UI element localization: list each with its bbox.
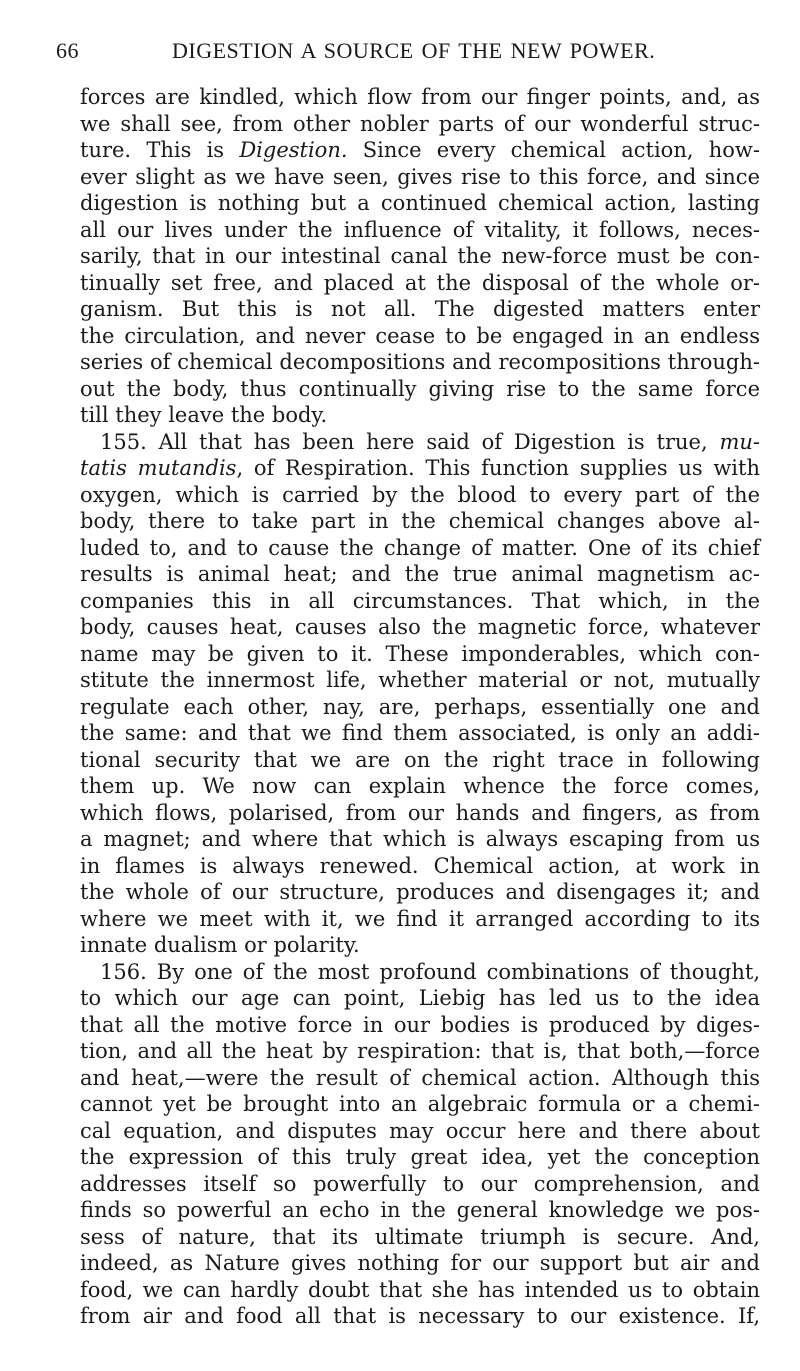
text-line: food, we can hardly doubt that she has intended us to obtain	[80, 1277, 760, 1302]
text-line: addresses itself so powerfully to our comprehension, and	[80, 1171, 760, 1196]
text-line: stitute the innermost life, whether material or not, mutually	[80, 668, 760, 692]
text-line: a magnet; and where that which is always escaping from us	[80, 827, 760, 851]
text-line: body, causes heat, causes also the magnetic force, whatever	[80, 615, 760, 639]
paragraph-155-start: 155. All that has been here said of Digestion is true, mu-	[100, 429, 760, 454]
text-line: oxygen, which is carried by the blood to every part of the	[80, 482, 760, 507]
text-line: results is animal heat; and the true animal magnetism ac-	[80, 562, 760, 586]
text-line: to which our age can point, Liebig has led us to the idea	[80, 986, 760, 1010]
text-line: digestion is nothing but a continued chemical action, lasting	[80, 191, 760, 215]
running-title: DIGESTION A SOURCE OF THE NEW POWER.	[172, 38, 656, 63]
text-line: tatis mutandis, of Respiration. This function supplies us with	[80, 456, 760, 480]
text-line: the same: and that we find them associated, is only an addi-	[80, 721, 760, 745]
text-line: innate dualism or polarity.	[80, 933, 360, 957]
text-line: ture. This is Digestion. Since every chemical action, how-	[80, 138, 760, 162]
text-line: ganism. But this is not all. The digested matters enter	[80, 297, 760, 321]
text-line: till they leave the body.	[80, 403, 328, 427]
text-line: tional security that we are on the right trace in following	[80, 747, 760, 772]
paragraph-156-start: 156. By one of the most profound combinations of thought,	[100, 959, 760, 984]
text-line: where we meet with it, we find it arranged according to its	[80, 906, 760, 931]
text-line: the circulation, and never cease to be engaged in an endless	[80, 323, 760, 348]
emphasis-tatis-mutandis: tatis mutandis	[80, 456, 237, 480]
text-line: finds so powerful an echo in the general knowledge we pos-	[80, 1198, 760, 1222]
text-line: in flames is always renewed. Chemical action, at work in	[80, 853, 760, 878]
text-line: sess of nature, that its ultimate triumph is secure. And,	[80, 1224, 760, 1249]
text-line: the expression of this truly great idea, yet the conception	[80, 1145, 760, 1169]
text-line: indeed, as Nature gives nothing for our support but air and	[80, 1251, 760, 1275]
text-line: from air and food all that is necessary to our existence. If,	[80, 1304, 760, 1328]
text-line: them up. We now can explain whence the force comes,	[80, 774, 760, 798]
text-line: the whole of our structure, produces and disengages it; and	[80, 880, 760, 904]
text-line: all our lives under the influence of vitality, it follows, neces-	[80, 217, 760, 242]
text-line: and heat,—were the result of chemical action. Although this	[80, 1065, 760, 1090]
text-line: luded to, and to cause the change of matter. One of its chief	[80, 535, 760, 560]
text-line: we shall see, from other nobler parts of our wonderful struc-	[80, 111, 760, 136]
text-line: sarily, that in our intestinal canal the new-force must be con-	[80, 244, 760, 268]
body-text	[80, 84, 760, 1330]
text-line: forces are kindled, which flow from our finger points, and, as	[80, 85, 760, 109]
text-line: ever slight as we have seen, gives rise to this force, and since	[80, 164, 760, 189]
text-line: tion, and all the heat by respiration: that is, that both,—force	[80, 1039, 760, 1063]
text-line: regulate each other, nay, are, perhaps, essentially one and	[80, 694, 760, 719]
text-line: cannot yet be brought into an algebraic formula or a chemi-	[80, 1092, 760, 1116]
text-line: cal equation, and disputes may occur here and there about	[80, 1118, 760, 1143]
text-line: out the body, thus continually giving rise to the same force	[80, 376, 760, 401]
page-number: 66	[56, 38, 79, 63]
emphasis-digestion: Digestion.	[239, 138, 348, 162]
running-header	[56, 38, 762, 68]
text-line: that all the motive force in our bodies is produced by diges-	[80, 1012, 760, 1037]
text-line: body, there to take part in the chemical changes above al-	[80, 509, 760, 533]
text-line: tinually set free, and placed at the disposal of the whole or-	[80, 270, 760, 295]
text-line: name may be given to it. These imponderables, which con-	[80, 641, 760, 666]
text-line: companies this in all circumstances. That which, in the	[80, 588, 760, 613]
text-line: which flows, polarised, from our hands and fingers, as from	[80, 800, 760, 825]
text-line: series of chemical decompositions and recompositions through-	[80, 350, 760, 374]
emphasis-mu: mu-	[719, 429, 760, 454]
